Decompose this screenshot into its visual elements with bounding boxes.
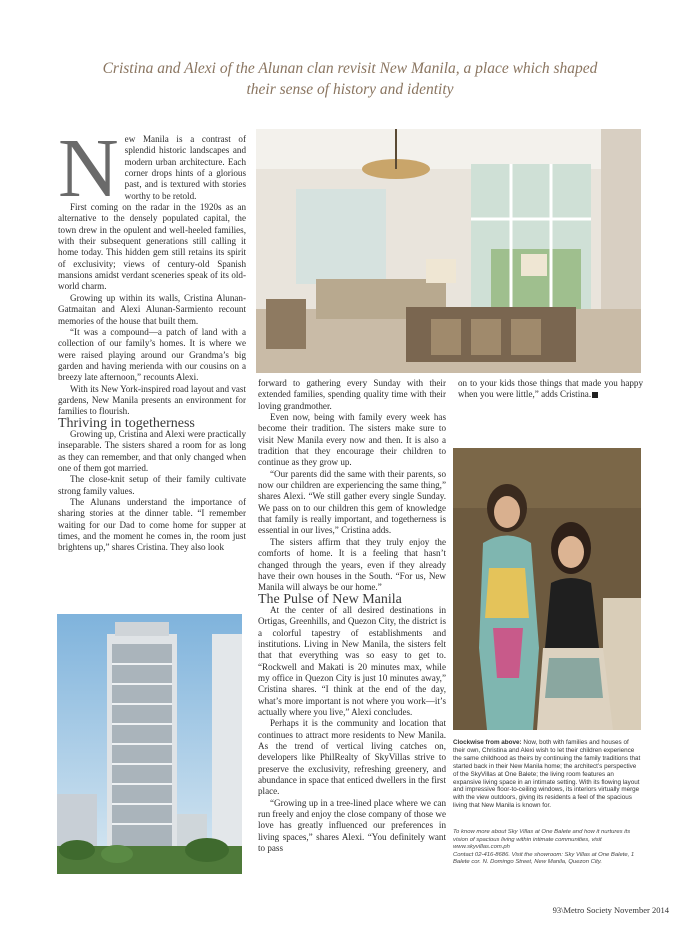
- column-3: [458, 378, 643, 401]
- photo-caption: [453, 739, 641, 810]
- tower-rendering-photo: [57, 614, 242, 874]
- contact-info: [453, 829, 641, 867]
- drop-cap: N: [58, 122, 119, 215]
- paragraph: Perhaps it is the community and location that continues to attract more residents to New Manila. As the trend of vertical living catches on, developers like PhilRealty of SkyVillas strive to preserve the exclusivity, refreshing greenery, and abundance in space that enticed dwellers in the first place.: [258, 718, 446, 797]
- subhead-thriving: Thriving in togetherness: [58, 415, 195, 431]
- page-folio: 93\Metro Society November 2014: [552, 905, 669, 915]
- info-line-1: To know more about Sky Villas at One Balete and how it nurtures its vision of spacious living within intimate communities, visit www.skyvillas.com.ph: [453, 829, 631, 851]
- paragraph: forward to gathering every Sunday with their extended families, spending quality time with their loving grandmother.: [258, 378, 446, 411]
- paragraph: First coming on the radar in the 1920s as an alternative to the densely populated capital, the town drew in the opulent and well-heeled families, with their subsequent generations still calling it home today. This hidden gem still retains its spirit of exclusivity; views of century-old Spanish mansions amidst verdant sceneries speak of its old-world charm.: [58, 202, 246, 292]
- caption-text: Now, both with families and houses of their own, Christina and Alexi wish to let their children experience the same childhood as theirs by continuing the family traditions that started back in their New Manila home; the architect’s perspective of the SkyVillas at One Balete; the living room features an expansive living space in an intimate setting. With its flowing layout and impressive floor-to-ceiling windows, its interiors virtually merge with the view outdoors, giving its residents a feel of the spacious living that New Manila is known for.: [453, 739, 641, 810]
- paragraph: on to your kids those things that made you happy when you were little,” adds Cristina.: [458, 378, 643, 400]
- column-1: [58, 122, 246, 554]
- info-line-2: Contact 02-416-8686. Visit the showroom: Sky Villas at One Balete, 1 Balete cor. N. Domingo Street, New Manila, Quezon City.: [453, 851, 635, 866]
- paragraph: “Growing up in a tree-lined place where we can run freely and enjoy the close company of those we love has greatly influenced our preferences in living spaces,” shares Alexi. “You definitely want to pass: [258, 797, 446, 854]
- column-2: [258, 378, 446, 854]
- paragraph: At the center of all desired destinations in Ortigas, Greenhills, and Quezon City, the district is a colorful tapestry of establishments and institutions. Living in New Manila, the sisters felt that that everything was so easy to get to. “Rockwell and Makati is 20 minutes max, while my office in Quezon City is just 10 minutes away,” Cristina shares. “I think at the end of the day, what’s more important is not where you work—it’s actually where you live,” Alexi concludes.: [258, 604, 446, 717]
- intro-paragraph: ew Manila is a contrast of splendid historic landscapes and modern urban architecture. Each corner drops hints of a glorious past, and is textured with stories worthy to be retold.: [124, 134, 246, 201]
- paragraph: Growing up, Cristina and Alexi were practically inseparable. The sisters shared a room for as long as they can remember, and that only changed when one of them got married.: [58, 428, 246, 473]
- paragraph: Even now, being with family every week has become their tradition. The sisters make sure to visit New Manila every now and then. It is also a tradition that they encourage their children to continue as they grow up.: [258, 412, 446, 468]
- living-room-photo: [256, 129, 641, 373]
- subhead-pulse: The Pulse of New Manila: [258, 591, 402, 607]
- paragraph: The sisters affirm that they truly enjoy the comforts of home. It is a feeling that hasn’t changed through the years, even if they already have their own houses in the South. “For us, New Manila will always be our home.”: [258, 536, 446, 593]
- article-deck: Cristina and Alexi of the Alunan clan revisit New Manila, a place which shaped their sense of history and identity: [102, 60, 598, 98]
- caption-lead: Clockwise from above:: [453, 739, 522, 746]
- paragraph: With its New York-inspired road layout and vast gardens, New Manila presents an environment for families to flourish.: [58, 383, 246, 417]
- paragraph: Growing up within its walls, Cristina Alunan-Gatmaitan and Alexi Alunan-Sarmiento recount memories of the house that built them.: [58, 292, 246, 326]
- sisters-photo: [453, 448, 641, 730]
- paragraph: The Alunans understand the importance of sharing stories at the dinner table. “I remember waiting for our Dad to come home for supper at times, and the moment he comes in, the room just brightens up,” shares Cristina. They also look: [58, 497, 246, 553]
- paragraph: The close-knit setup of their family cultivate strong family values.: [58, 474, 246, 496]
- paragraph: “Our parents did the same with their parents, so now our children are experiencing the same thing,” shares Alexi. “We still gather every single Sunday. We pass on to our children this gem of knowledge that family is really important, and togetherness is essential in our lives,” Cristina adds.: [258, 468, 446, 536]
- end-mark-icon: [592, 392, 598, 398]
- paragraph: “It was a compound—a patch of land with a collection of our family’s homes. It is where we were raised playing around our Grandma’s big garden and having merienda with our cousins on a breezy late afternoon,” recounts Alexi.: [58, 326, 246, 383]
